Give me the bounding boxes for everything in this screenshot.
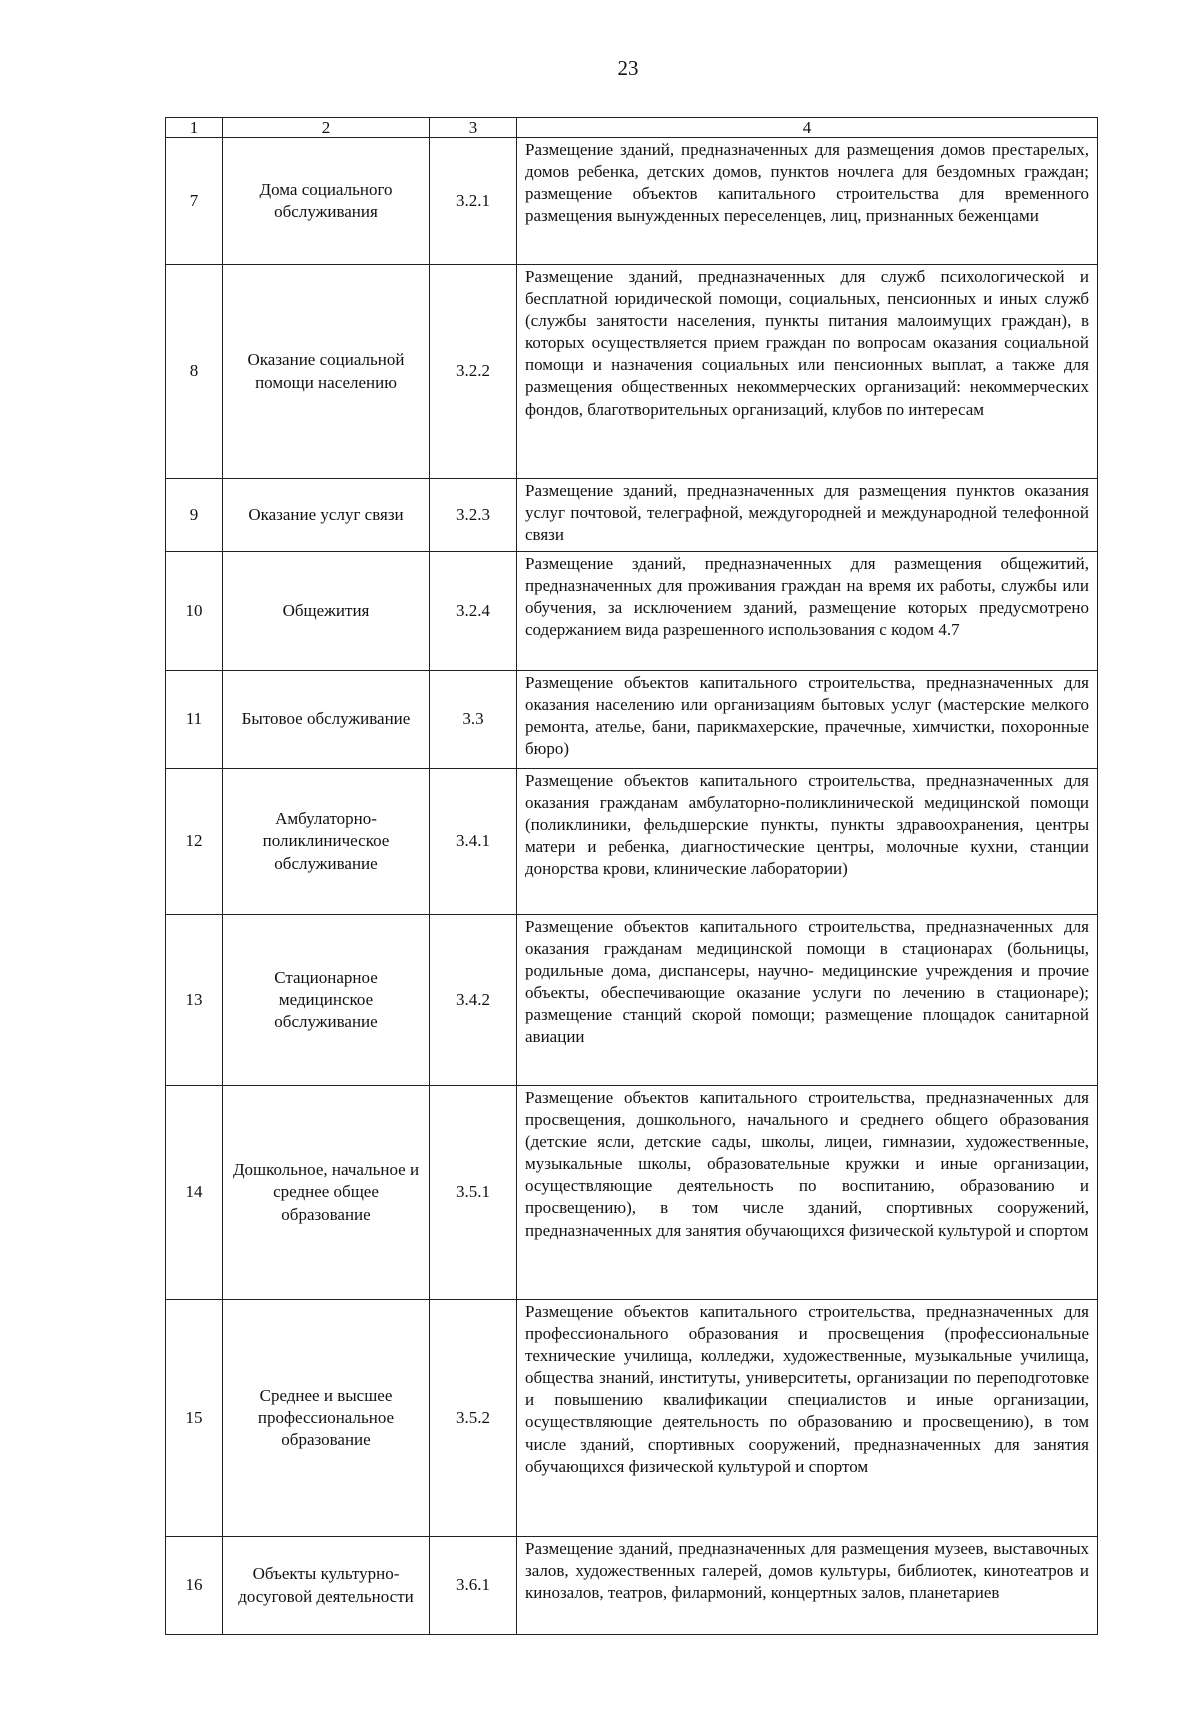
use-type-code: 3.2.1 (430, 138, 517, 265)
use-type-name: Среднее и высшее профессиональное образование (223, 1300, 430, 1537)
column-header: 3 (430, 118, 517, 138)
table-row (166, 265, 1098, 479)
use-type-description: Размещение зданий, предназначенных для размещения общежитий, предназначенных для проживания граждан на время их работы, службы или обучения, за исключением зданий, размещение которых предусмотрено содержанием вида разрешенного использования с кодом 4.7 (517, 552, 1098, 671)
use-type-name: Оказание услуг связи (223, 479, 430, 552)
table-row (166, 138, 1098, 265)
row-number: 14 (166, 1086, 223, 1300)
use-type-description: Размещение объектов капитального строительства, предназначенных для просвещения, дошкольного, начального и среднего общего образования (детские ясли, детские сады, школы, лицеи, гимназии, художественные, музыкальные школы, образовательные кружки и иные организации, осуществляющие деятельность по воспитанию, образованию и просвещению), в том числе зданий, спортивных сооружений, предназначенных для занятия обучающихся физической культурой и спортом (517, 1086, 1098, 1300)
row-number: 8 (166, 265, 223, 479)
row-number: 13 (166, 915, 223, 1086)
use-type-code: 3.4.2 (430, 915, 517, 1086)
use-type-code: 3.5.2 (430, 1300, 517, 1537)
row-number: 16 (166, 1537, 223, 1635)
use-type-code: 3.2.3 (430, 479, 517, 552)
row-number: 11 (166, 671, 223, 769)
row-number: 9 (166, 479, 223, 552)
use-type-code: 3.2.2 (430, 265, 517, 479)
use-type-description: Размещение зданий, предназначенных для размещения пунктов оказания услуг почтовой, телеграфной, междугородней и международной телефонной связи (517, 479, 1098, 552)
use-type-description: Размещение объектов капитального строительства, предназначенных для оказания гражданам амбулаторно-поликлинической медицинской помощи (поликлиники, фельдшерские пункты, пункты здравоохранения, центры матери и ребенка, диагностические центры, молочные кухни, станции донорства крови, клинические лаборатории) (517, 769, 1098, 915)
row-number: 15 (166, 1300, 223, 1537)
use-type-description: Размещение объектов капитального строительства, предназначенных для оказания гражданам медицинской помощи в стационарах (больницы, родильные дома, диспансеры, научно- медицинские учреждения и прочие объекты, обеспечивающие оказание услуги по лечению в стационаре); размещение станций скорой помощи; размещение площадок санитарной авиации (517, 915, 1098, 1086)
use-type-code: 3.6.1 (430, 1537, 517, 1635)
use-type-description: Размещение зданий, предназначенных для служб психологической и бесплатной юридической помощи, социальных, пенсионных и иных служб (службы занятости населения, пункты питания малоимущих граждан), в которых осуществляется прием граждан по вопросам оказания социальной помощи и назначения социальных или пенсионных выплат, а также для размещения общественных некоммерческих организаций: некоммерческих фондов, благотворительных организаций, клубов по интересам (517, 265, 1098, 479)
use-type-name: Оказание социальной помощи населению (223, 265, 430, 479)
table-row (166, 479, 1098, 552)
use-type-name: Бытовое обслуживание (223, 671, 430, 769)
use-type-code: 3.5.1 (430, 1086, 517, 1300)
table-row (166, 1537, 1098, 1635)
column-header: 1 (166, 118, 223, 138)
column-number-row (166, 118, 1098, 138)
row-number: 12 (166, 769, 223, 915)
use-type-description: Размещение объектов капитального строительства, предназначенных для оказания населению или организациям бытовых услуг (мастерские мелкого ремонта, ателье, бани, парикмахерские, прачечные, химчистки, похоронные бюро) (517, 671, 1098, 769)
row-number: 10 (166, 552, 223, 671)
use-type-name: Дома социального обслуживания (223, 138, 430, 265)
page-number: 23 (617, 56, 639, 80)
table-row (166, 671, 1098, 769)
use-type-name: Объекты культурно-досуговой деятельности (223, 1537, 430, 1635)
use-type-name: Амбулаторно-поликлиническое обслуживание (223, 769, 430, 915)
column-header: 2 (223, 118, 430, 138)
row-number: 7 (166, 138, 223, 265)
use-type-name: Дошкольное, начальное и среднее общее образование (223, 1086, 430, 1300)
table-row (166, 1086, 1098, 1300)
column-header: 4 (517, 118, 1098, 138)
use-type-code: 3.2.4 (430, 552, 517, 671)
use-type-code: 3.4.1 (430, 769, 517, 915)
table-row (166, 1300, 1098, 1537)
use-type-description: Размещение зданий, предназначенных для размещения музеев, выставочных залов, художественных галерей, домов культуры, библиотек, кинотеатров и кинозалов, театров, филармоний, концертных залов, планетариев (517, 1537, 1098, 1635)
table-row (166, 552, 1098, 671)
use-type-description: Размещение объектов капитального строительства, предназначенных для профессионального образования и просвещения (профессиональные технические училища, колледжи, художественные, музыкальные училища, общества знаний, институты, университеты, организации по переподготовке и повышению квалификации специалистов и иные организации, осуществляющие деятельность по образованию и просвещению), в том числе зданий, спортивных сооружений, предназначенных для занятия обучающихся физической культурой и спортом (517, 1300, 1098, 1537)
table-row (166, 769, 1098, 915)
use-type-name: Стационарное медицинское обслуживание (223, 915, 430, 1086)
table-row (166, 915, 1098, 1086)
use-type-name: Общежития (223, 552, 430, 671)
use-type-description: Размещение зданий, предназначенных для размещения домов престарелых, домов ребенка, детских домов, пунктов ночлега для бездомных граждан; размещение объектов капитального строительства для временного размещения вынужденных переселенцев, лиц, признанных беженцами (517, 138, 1098, 265)
use-type-code: 3.3 (430, 671, 517, 769)
land-use-table (165, 117, 1098, 1635)
